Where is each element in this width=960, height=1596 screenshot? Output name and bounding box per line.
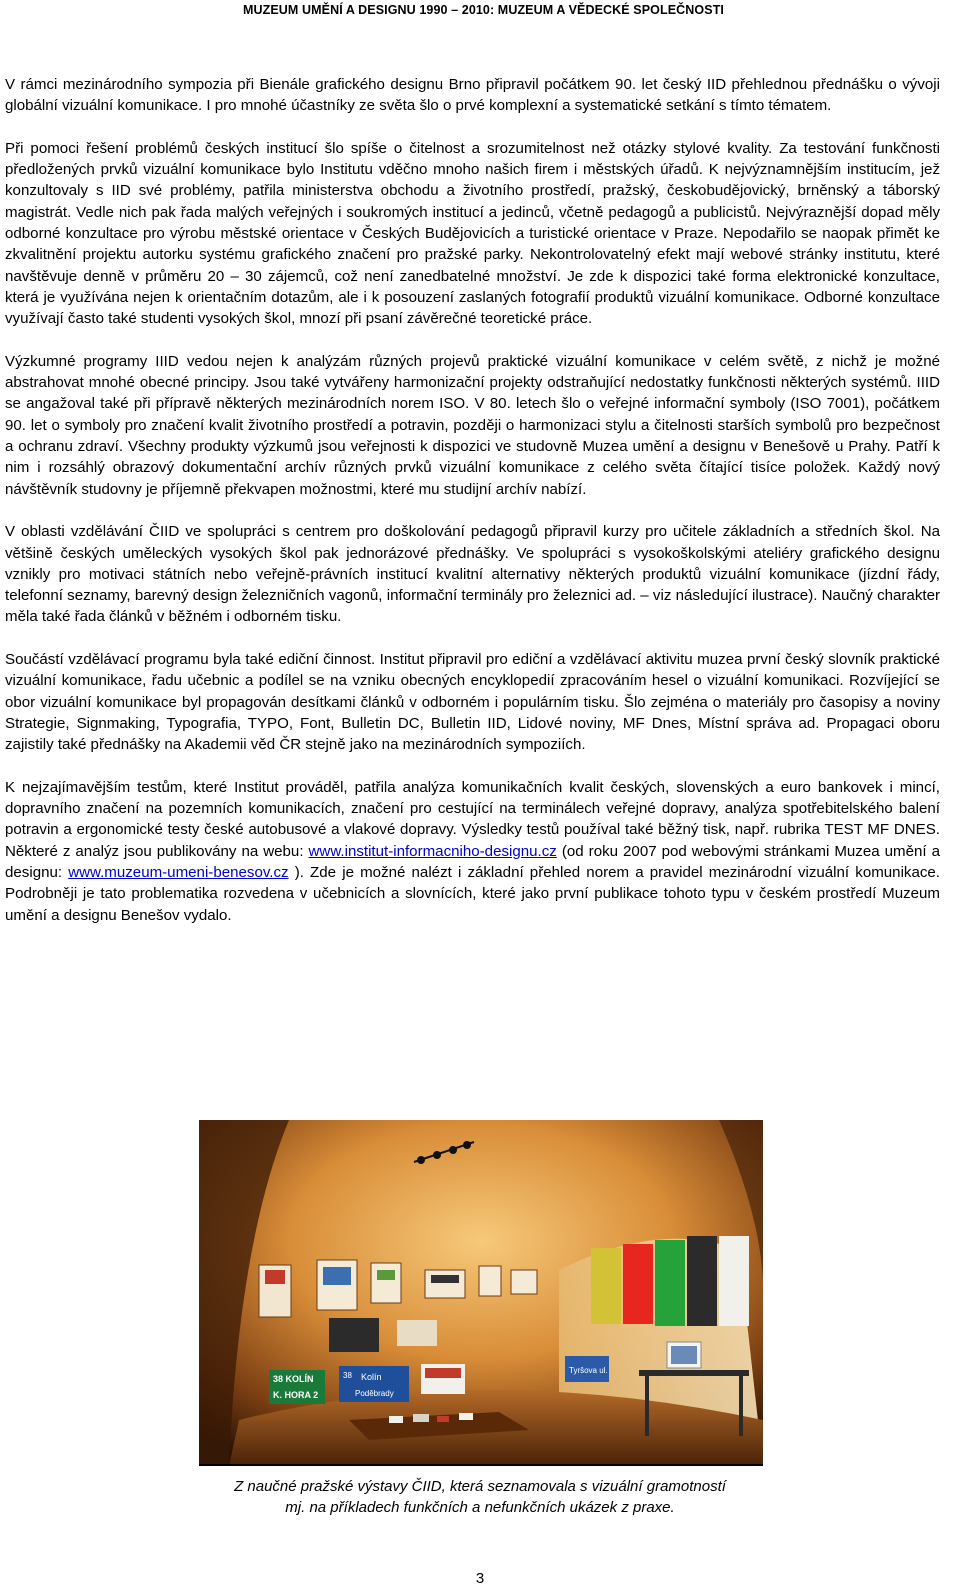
sign-tyrsova-text: Tyršova ul.	[569, 1366, 608, 1375]
paragraph-text: K nejzajímavějším testům, které Institut prováděl, patřila analýza komunikačních kvalit českých, slovenských a euro bankovek i mincí, dopravního značení na pozemních komunikacích, značení pro cestující na terminálech veřejné dopravy, analýza spotřebitelského balení potravin a ergonomické testy české autobusové a vlakové dopravy. Výsledky testů používal také běžný tisk, např. rubrika TEST MF DNES. Některé z analýz jsou publikovány na webu:	[5, 778, 940, 860]
sign-kolin-text: K. HORA 2	[273, 1390, 319, 1400]
paragraph: Při pomoci řešení problémů českých institucí šlo spíše o čitelnost a srozumitelnost než otázky stylové kvality. Za testování funkčnosti předložených prvků vizuální komunikace bylo Institutu vděčno mnoho našich firem i městských úřadů. K nejvýznamnějším institucím, jež konzultovaly s IID své problémy, patřila ministerstva obchodu a životního prostředí, pražský, českobudějovický, brněnský a táborský magistrát. Vedle nich pak řada malých veřejných i soukromých institucí a jedinců, včetně pedagogů a publicistů. Nejvýraznější dopad měly odborné konzultace pro výrobu městské orientace v Českých Budějovicích a turistické orientace v Praze. Nepodařilo se naopak přimět ke zkvalitnění projektu autorku systému grafického značení pro pražské parky. Nekontrolovatelný efekt mají webové stránky institutu, které navštěvuje denně v průměru 20 – 30 zájemců, což není zanedbatelné množství. Je zde k dispozici také forma elektronické konzultace, která je využívána nejen k orientačním dotazům, ale i k posouzení zaslaných fotografií produktů vizuální komunikace. Odborné konzultace využívají často také studenti vysokých škol, mnozí při psaní závěrečné teoretické práce.	[5, 139, 940, 328]
paragraph: Součástí vzdělávací programu byla také ediční činnost. Institut připravil pro ediční a vzdělávací aktivitu muzea první český slovník praktické vizuální komunikace, řadu učebnic a podílel se na vzniku obecných encyklopedií zpracováním hesel o vizuální komunikaci. Rozvíjející se obor vizuální komunikace byl propagován desítkami článků v odborném i populárním tisku. Šlo zejména o materiály pro časopisy a noviny Strategie, Signmaking, Typografia, TYPO, Font, Bulletin DC, Bulletin IID, Lidové noviny, MF Dnes, Místní správa ad. Propagaci oboru zajistily také přednášky na Akademii věd ČR stejně jako na mezinárodních sympoziích.	[5, 651, 940, 754]
paragraph-text: (od roku 2007 pod webovými stránkami Muzea umění a designu:	[5, 842, 940, 881]
running-header	[0, 0, 960, 22]
paragraph: V rámci mezinárodního sympozia při Bienále grafického designu Brno připravil počátkem 90. let český IID přehlednou přednášku o vývoji globální vizuální komunikace. I pro mnohé účastníky ze světa šlo o prvé komplexní a systematické setkání s tímto tématem.	[5, 76, 940, 115]
exhibition-photo	[199, 1120, 763, 1466]
photo-caption	[0, 1476, 960, 1518]
sign-kolin-text: Kolín	[361, 1372, 382, 1382]
sign-podebrady-text: Poděbrady	[355, 1389, 394, 1398]
sign-number-text: 38	[343, 1371, 352, 1380]
paragraph-with-links	[5, 777, 940, 926]
page-number: 3	[475, 1570, 485, 1587]
color-panels	[591, 1236, 749, 1326]
institute-website-link[interactable]: www.institut-informacniho-designu.cz	[308, 842, 557, 860]
sign-kolin-text: 38 KOLÍN	[273, 1374, 314, 1384]
exhibition-photo-illustration	[199, 1120, 763, 1466]
paragraph-text: ). Zde je možné nalézt i základní přehled norem a pravidel mezinárodní vizuální komunikace. Podrobněji je tato problematika rozvedena v učebnicích a slovnících, které jako první publikace tohoto typu v českém prostředí Muzeum umění a designu Benešov vydalo.	[5, 863, 940, 924]
running-head-text: MUZEUM UMĚNÍ A DESIGNU 1990 – 2010: MUZEUM A VĚDECKÉ SPOLEČNOSTI	[242, 3, 724, 17]
museum-website-link[interactable]: www.muzeum-umeni-benesov.cz	[68, 863, 289, 881]
body-text	[5, 74, 940, 947]
caption-line: Z naučné pražské výstavy ČIID, která seznamovala s vizuální gramotností	[234, 1478, 726, 1495]
paragraph: Výzkumné programy IIID vedou nejen k analýzám různých projevů praktické vizuální komunikace v celém světě, z nichž je možné abstrahovat mnohé obecné principy. Jsou také vytvářeny harmonizační projekty odstraňující nedostatky funkčnosti některých systémů. IIID se angažoval také při přípravě některých mezinárodních norem ISO. V 80. letech šlo o veřejné informační symboly (ISO 7001), počátkem 90. let o symboly pro značení kvalit životního prostředí a potravin, později o harmonizaci stylu a čitelnosti starších symbolů pro bezpečnost a ochranu zdraví. Všechny produkty výzkumů jsou veřejnosti k dispozici ve studovně Muzea umění a designu v Benešově u Prahy. Patří k nim i rozsáhlý obrazový dokumentační archív různých prvků vizuální komunikace z celého světa čítající tisíce položek. Každý nový návštěvník studovny je příjemně překvapen možnostmi, které mu studijní archív nabízí.	[5, 352, 940, 498]
caption-line: mj. na příkladech funkčních a nefunkčních ukázek z praxe.	[285, 1499, 675, 1516]
paragraph: V oblasti vzdělávání ČIID ve spolupráci s centrem pro doškolování pedagogů připravil kurzy pro učitele základních a středních škol. Na většině českých uměleckých vysokých škol pak jednorázové přednášky. Ve spolupráci s vysokoškolskými ateliéry grafického designu vznikly pro motivaci státních nebo veřejně-právních institucí kvalitní alternativy některých produktů vizuální komunikace (jízdní řády, telefonní seznamy, barevný design železničních vagonů, informační terminály pro železnici ad. – viz následující ilustrace). Naučný charakter měla také řada článků v běžném i odborném tisku.	[5, 523, 940, 626]
